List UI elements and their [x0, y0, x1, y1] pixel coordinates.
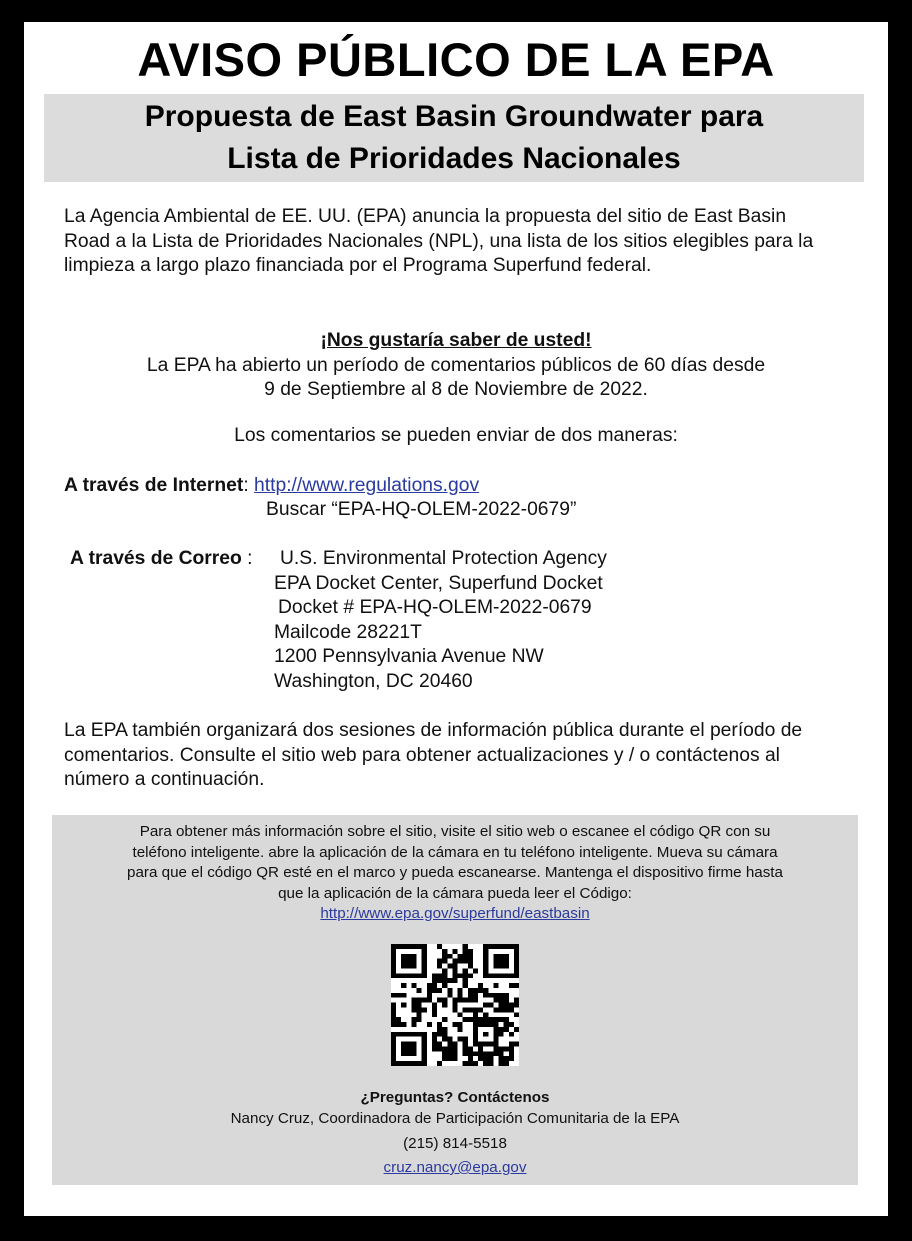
sessions-paragraph: La EPA también organizará dos sesiones de información pública durante el período de comentarios. Consulte el sitio web para obtener actualizaciones y / o contáctenos al número a continuación. — [64, 720, 803, 790]
mail-address — [274, 547, 607, 694]
info-line: teléfono inteligente. abre la aplicación de la cámara en tu teléfono inteligente. Mueva su cámara — [132, 843, 778, 861]
internet-separator: : — [243, 475, 249, 496]
address-line: U.S. Environmental Protection Agency — [280, 548, 607, 569]
info-line: Para obtener más información sobre el sitio, visite el sitio web o escanee el código QR con su — [139, 823, 771, 840]
subtitle-banner — [44, 94, 864, 182]
info-line: que la aplicación de la cámara pueda leer el Código: — [278, 884, 632, 902]
mail-submission-label-row — [70, 547, 253, 572]
notice-title: AVISO PÚBLICO DE LA EPA — [137, 33, 775, 86]
contact-heading: ¿Preguntas? Contáctenos — [360, 1089, 550, 1106]
site-link[interactable]: http://www.epa.gov/superfund/eastbasin — [320, 905, 590, 922]
address-line: Washington, DC 20460 — [274, 670, 473, 692]
mail-separator: : — [241, 548, 253, 569]
mail-label: A través de Correo — [70, 548, 242, 569]
more-info-panel — [52, 815, 858, 1185]
address-line: 1200 Pennsylvania Avenue NW — [274, 646, 544, 667]
internet-label: A través de Internet — [64, 475, 244, 496]
internet-submission — [64, 474, 479, 499]
submission-ways-intro: Los comentarios se pueden enviar de dos maneras: — [234, 425, 678, 446]
address-line: EPA Docket Center, Superfund Docket — [274, 572, 603, 594]
info-text — [52, 822, 858, 904]
info-line: para que el código QR esté en el marco y pueda escanearse. Mantenga el dispositivo firme hasta — [127, 864, 783, 881]
contact-name: Nancy Cruz, Coordinadora de Participación Comunitaria de la EPA — [230, 1110, 680, 1127]
intro-paragraph: La Agencia Ambiental de EE. UU. (EPA) anuncia la propuesta del sitio de East Basin Road a la Lista de Prioridades Nacionales (NPL), una lista de los sitios elegibles para la limpieza a largo plazo financiada por el Programa Superfund federal. — [64, 206, 814, 276]
docket-search-text: Buscar “EPA-HQ-OLEM-2022-0679” — [266, 499, 577, 520]
subtitle-line-2: Lista de Prioridades Nacionales — [227, 142, 681, 175]
invite-heading: ¡Nos gustaría saber de usted! — [320, 330, 592, 351]
contact-phone: (215) 814-5518 — [403, 1135, 507, 1152]
comment-period-line-1: La EPA ha abierto un período de comentarios públicos de 60 días desde — [146, 354, 766, 376]
comment-period-block — [24, 329, 888, 403]
subtitle-line-1: Propuesta de East Basin Groundwater para — [144, 100, 764, 133]
comment-period-line-2: 9 de Septiembre al 8 de Noviembre de 2022. — [264, 379, 648, 400]
contact-email-link[interactable]: cruz.nancy@epa.gov — [383, 1159, 527, 1176]
info-link-row — [52, 905, 858, 922]
qr-code-icon[interactable] — [391, 944, 519, 1066]
address-line: Docket # EPA-HQ-OLEM-2022-0679 — [278, 597, 592, 618]
regulations-link[interactable]: http://www.regulations.gov — [254, 475, 480, 496]
contact-email-row — [52, 1159, 858, 1176]
address-line: Mailcode 28221T — [274, 621, 422, 643]
